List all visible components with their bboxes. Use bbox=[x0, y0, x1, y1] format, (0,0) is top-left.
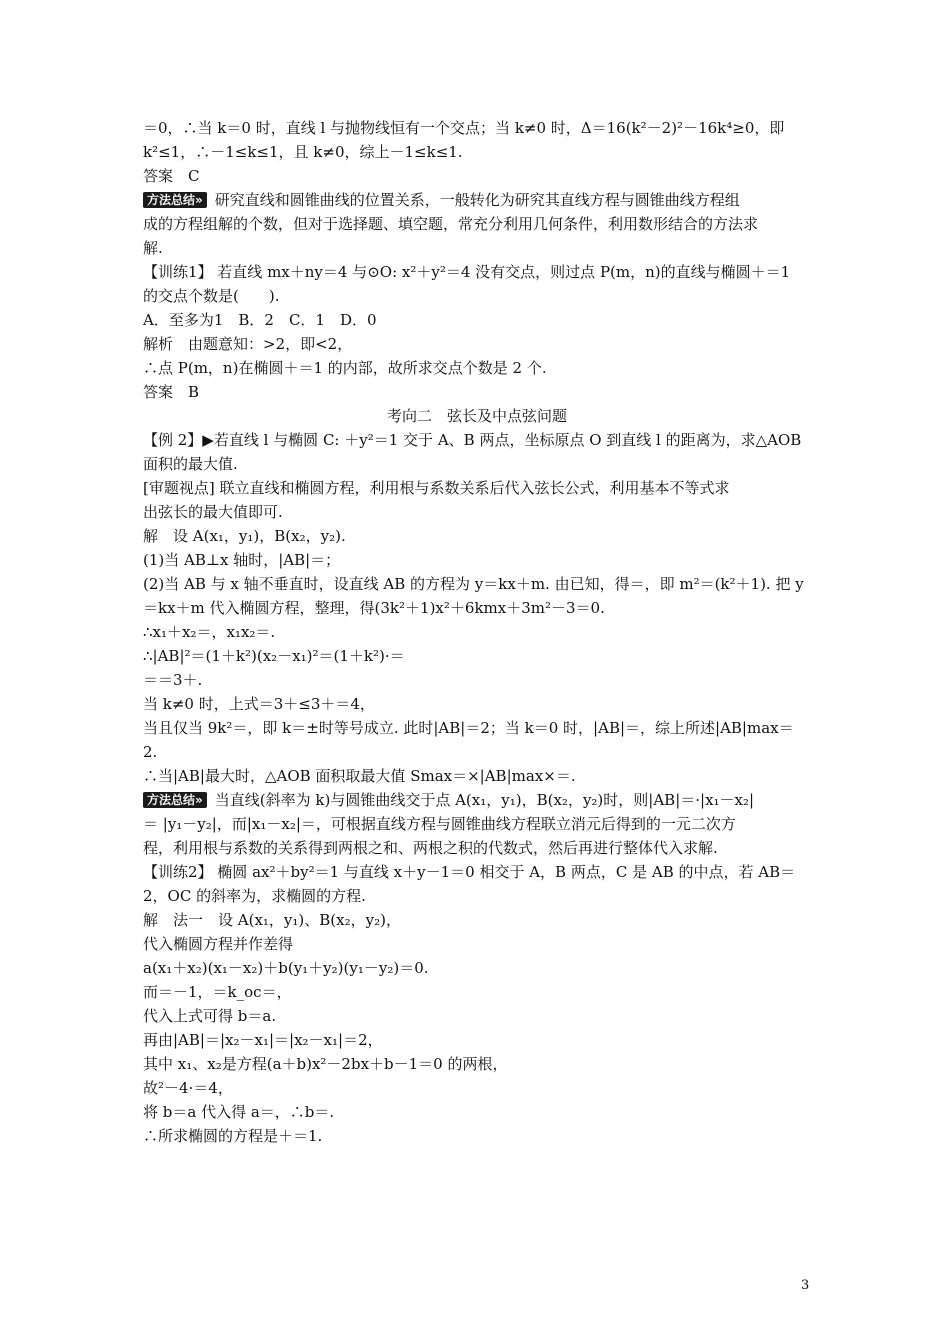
example-2-line: 2. bbox=[143, 743, 158, 761]
training-2-line: 解 法一 设 A(x₁，y₁)、B(x₂，y₂)， bbox=[143, 911, 401, 929]
example-2-line: 解 设 A(x₁，y₁)，B(x₂，y₂). bbox=[143, 527, 346, 545]
training-1-analysis: ∴点 P(m，n)在椭圆＋＝1 的内部，故所求交点个数是 2 个. bbox=[143, 359, 547, 377]
method-summary-tag: 方法总结» bbox=[143, 792, 207, 808]
example-2-line: 面积的最大值. bbox=[143, 455, 238, 473]
training-2-line: 再由|AB|＝|x₂－x₁|＝|x₂－x₁|＝2， bbox=[143, 1031, 383, 1049]
example-2-line: 当且仅当 9k²＝，即 k＝±时等号成立. 此时|AB|＝2；当 k＝0 时，|AB|＝，综上所述|AB|max＝ bbox=[143, 719, 794, 737]
training-2-line: 而＝－1，＝k_oc＝， bbox=[143, 983, 292, 1001]
training-1-options: A．至多为1 B．2 C．1 D．0 bbox=[143, 311, 377, 329]
text-line: k²≤1，∴－1≤k≤1，且 k≠0，综上－1≤k≤1. bbox=[143, 143, 463, 161]
training-1-answer: 答案 B bbox=[143, 383, 200, 401]
summary-text: 研究直线和圆锥曲线的位置关系，一般转化为研究其直线方程与圆锥曲线方程组 bbox=[214, 191, 740, 209]
training-1-question: 【训练1】 若直线 mx＋ny＝4 与⊙O: x²＋y²＝4 没有交点，则过点 P(m，n)的直线与椭圆＋＝1 bbox=[143, 263, 791, 281]
section-title: 考向二 弦长及中点弦问题 bbox=[386, 407, 567, 425]
summary-text: 成的方程组解的个数，但对于选择题、填空题，常充分利用几何条件，利用数形结合的方法求 bbox=[143, 215, 759, 233]
summary-text: ＝ |y₁－y₂|，而|x₁－x₂|＝，可根据直线方程与圆锥曲线方程联立消元后得到的一元二次方 bbox=[143, 815, 736, 833]
summary-text: 解. bbox=[143, 239, 163, 257]
training-2-line: 代入椭圆方程并作差得 bbox=[143, 935, 294, 953]
example-2-line: ∴当|AB|最大时，△AOB 面积取最大值 Smax＝×|AB|max×＝. bbox=[143, 767, 576, 785]
summary-text: 程，利用根与系数的关系得到两根之和、两根之积的代数式，然后再进行整体代入求解. bbox=[143, 839, 718, 857]
training-2-line: 【训练2】 椭圆 ax²＋by²＝1 与直线 x＋y－1＝0 相交于 A，B 两点，C 是 AB 的中点，若 AB＝ bbox=[143, 863, 796, 881]
method-summary-line bbox=[143, 788, 811, 812]
example-2-line: ＝kx＋m 代入椭圆方程，整理，得(3k²＋1)x²＋6kmx＋3m²－3＝0. bbox=[143, 599, 605, 617]
example-2-line: ＝＝3＋. bbox=[143, 671, 203, 689]
training-2-line: 2，OC 的斜率为，求椭圆的方程. bbox=[143, 887, 366, 905]
page-content bbox=[143, 116, 811, 1148]
text-line: ＝0，∴当 k＝0 时，直线 l 与抛物线恒有一个交点；当 k≠0 时，Δ＝16(k²－2)²－16k⁴≥0，即 bbox=[143, 119, 785, 137]
example-2-line: (1)当 AB⊥x 轴时，|AB|＝； bbox=[143, 551, 341, 569]
training-2-line: 故²－4·＝4， bbox=[143, 1079, 233, 1097]
example-2-line: (2)当 AB 与 x 轴不垂直时，设直线 AB 的方程为 y＝kx＋m. 由已知，得＝，即 m²＝(k²＋1). 把 y bbox=[143, 575, 804, 593]
training-2-line: 代入上式可得 b＝a. bbox=[143, 1007, 277, 1025]
method-summary-line bbox=[143, 188, 811, 212]
answer-line: 答案 C bbox=[143, 167, 200, 185]
example-2-line: 【例 2】▶若直线 l 与椭圆 C: ＋y²＝1 交于 A、B 两点，坐标原点 O 到直线 l 的距离为，求△AOB bbox=[143, 431, 802, 449]
summary-text: 当直线(斜率为 k)与圆锥曲线交于点 A(x₁，y₁)，B(x₂，y₂)时，则|AB|＝·|x₁－x₂| bbox=[214, 791, 755, 809]
training-2-line: ∴所求椭圆的方程是＋＝1. bbox=[143, 1127, 323, 1145]
example-2-line: [审题视点] 联立直线和椭圆方程，利用根与系数关系后代入弦长公式，利用基本不等式求 bbox=[143, 479, 730, 497]
training-2-line: 其中 x₁、x₂是方程(a＋b)x²－2bx＋b－1＝0 的两根， bbox=[143, 1055, 508, 1073]
example-2-line: 当 k≠0 时，上式＝3＋≤3＋＝4， bbox=[143, 695, 375, 713]
example-2-line: ∴x₁＋x₂＝，x₁x₂＝. bbox=[143, 623, 276, 641]
example-2-line: 出弦长的最大值即可. bbox=[143, 503, 283, 521]
page-number: 3 bbox=[801, 1278, 810, 1293]
method-summary-tag: 方法总结» bbox=[143, 192, 207, 208]
training-2-line: a(x₁＋x₂)(x₁－x₂)＋b(y₁＋y₂)(y₁－y₂)＝0. bbox=[143, 959, 429, 977]
example-2-line: ∴|AB|²＝(1＋k²)(x₂－x₁)²＝(1＋k²)·＝ bbox=[143, 647, 405, 665]
training-2-line: 将 b＝a 代入得 a＝，∴b＝. bbox=[143, 1103, 335, 1121]
training-1-question: 的交点个数是( ). bbox=[143, 287, 280, 305]
training-1-analysis: 解析 由题意知：>2，即<2， bbox=[143, 335, 353, 353]
